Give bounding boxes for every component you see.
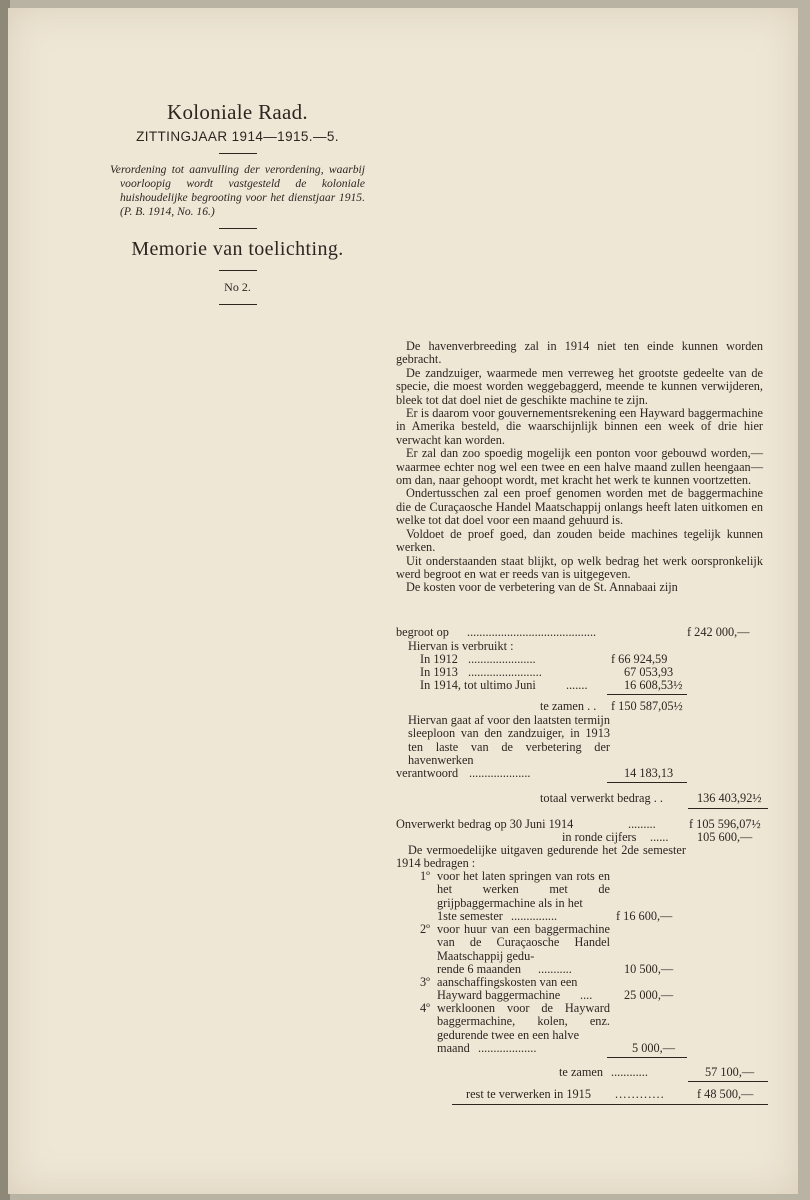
paragraph: De havenverbreeding zal in 1914 niet ten einde kunnen worden gebracht.: [396, 339, 763, 367]
item-value: 10 500,—: [624, 962, 674, 976]
sum-rule: [607, 782, 687, 783]
item-number: 4º: [420, 1001, 430, 1015]
remaining-value: f 48 500,—: [697, 1087, 754, 1101]
sum-rule: [688, 1081, 768, 1082]
item-text: aanschaffingskosten van een: [437, 975, 578, 989]
budget-value: f 242 000,—: [687, 625, 750, 639]
deduction-value: 14 183,13: [624, 766, 674, 780]
leader-dots: ....................: [469, 766, 531, 780]
item-value: f 16 600,—: [616, 909, 673, 923]
rounded-value: 105 600,—: [697, 830, 753, 844]
unspent-label: Onverwerkt bedrag op 30 Juni 1914: [396, 817, 574, 831]
subtotal-value: f 150 587,05½: [611, 699, 683, 713]
leader-dots: . . . . . . . . . . . .: [615, 1087, 663, 1101]
closing-rule: [452, 1104, 768, 1105]
year-value: 16 608,53½: [624, 678, 683, 692]
item-last-words: maand: [437, 1041, 470, 1055]
leader-dots: ..........................................: [467, 625, 597, 639]
document-number: No 2.: [224, 280, 251, 294]
unspent-value: f 105 596,07½: [689, 817, 761, 831]
expected-expenses-text: De vermoedelijke uitgaven gedurende het 2de semester 1914 bedragen :: [396, 843, 686, 871]
year-value: f 66 924,59: [611, 652, 668, 666]
year-value: 67 053,93: [624, 665, 674, 679]
leader-dots: ...........: [538, 962, 572, 976]
total-expected-label: te zamen: [559, 1065, 604, 1079]
item-number: 2º: [420, 922, 430, 936]
leader-dots: ......: [650, 830, 669, 844]
leader-dots: .......: [566, 678, 588, 692]
leader-dots: ....: [580, 988, 593, 1002]
leader-dots: .........: [628, 817, 656, 831]
year-label: In 1913: [420, 665, 458, 679]
item-value: 5 000,—: [632, 1041, 676, 1055]
paragraph: Uit onderstaanden staat blijkt, op welk bedrag het werk oorspronkelijk werd begroot en wat er reeds van is uitgegeven.: [396, 553, 763, 581]
ordinance-title: Verordening tot aanvulling der verordening, waarbij voorloopig wordt vastgesteld de koloniale huishoudelijke begrooting voor het dienstjaar 1915. (P. B. 1914, No. 16.): [110, 163, 365, 218]
item-last-words: 1ste semester: [437, 909, 503, 923]
budget-label: begroot op: [396, 625, 449, 639]
total-value: 136 403,92½: [697, 791, 762, 805]
spent-label: Hiervan is verbruikt :: [408, 639, 514, 653]
paragraph: De zandzuiger, waarmede men verreweg het grootste gedeelte van de specie, die moest worden weggebaggerd, meende te kunnen verwijderen, bleek tot dat doel niet de geschikte machine te zijn.: [396, 365, 763, 407]
paragraph: Er zal dan zoo spoedig mogelijk een ponton voor gebouwd worden,— waarmee echter nog wel een twee en een halve maand zullen heengaan—om dan, naar gehoopt wordt, met kracht het werk te kunnen voortzetten.: [396, 446, 763, 488]
item-text: voor huur van een baggermachine van de Curaçaosche Handel Maatschappij gedu-: [437, 922, 610, 963]
leader-dots: ...................: [478, 1041, 537, 1055]
paragraph: Voldoet de proef goed, dan zouden beide machines tegelijk kunnen werken.: [396, 526, 763, 555]
leader-dots: ............: [611, 1065, 648, 1079]
item-last-words: Hayward baggermachine: [437, 988, 561, 1002]
paragraph: De kosten voor de verbetering van de St. Annabaai zijn: [406, 580, 678, 595]
year-label: In 1914, tot ultimo Juni: [420, 678, 536, 692]
paragraph: Er is daarom voor gouvernementsrekening een Hayward baggermachine in Amerika besteld, die waarschijnlijk binnen een week of drie hier verwacht kan worden.: [396, 406, 763, 447]
total-label: totaal verwerkt bedrag . .: [540, 791, 663, 805]
sum-rule: [688, 808, 768, 809]
subtotal-label: te zamen . .: [540, 699, 597, 713]
item-number: 3º: [420, 975, 430, 989]
deduction-last-word: verantwoord: [396, 766, 459, 780]
item-text: voor het laten springen van rots en het werken met de grijpbaggermachine als in het: [437, 869, 610, 910]
paragraph: Ondertusschen zal een proef genomen worden met de baggermachine die de Curaçaosche Handel Maatschappij onlangs heeft laten uitkomen en welke tot dat doel voor een maand gehuurd is.: [396, 486, 763, 528]
year-label: In 1912: [420, 652, 458, 666]
sum-rule: [607, 1057, 687, 1058]
item-number: 1º: [420, 869, 430, 883]
total-expected-value: 57 100,—: [705, 1065, 755, 1079]
rounded-label: in ronde cijfers: [562, 830, 637, 844]
memorie-title: Memorie van toelichting.: [131, 238, 344, 260]
leader-dots: ........................: [468, 665, 542, 679]
item-last-words: rende 6 maanden: [437, 962, 521, 976]
item-text: werkloonen voor de Hayward baggermachine, kolen, enz. gedurende twee en een halve: [437, 1001, 610, 1042]
remaining-label: rest te verwerken in 1915: [466, 1087, 591, 1101]
council-title: Koloniale Raad.: [167, 100, 308, 124]
item-value: 25 000,—: [624, 988, 674, 1002]
deduction-text: Hiervan gaat af voor den laatsten termijn sleeploon van den zandzuiger, in 1913 ten laste van de verbetering der havenwerken: [408, 713, 610, 768]
session-year: ZITTINGJAAR 1914—1915.—5.: [136, 129, 339, 144]
leader-dots: ......................: [468, 652, 536, 666]
leader-dots: ...............: [511, 909, 558, 923]
sum-rule: [607, 694, 687, 695]
